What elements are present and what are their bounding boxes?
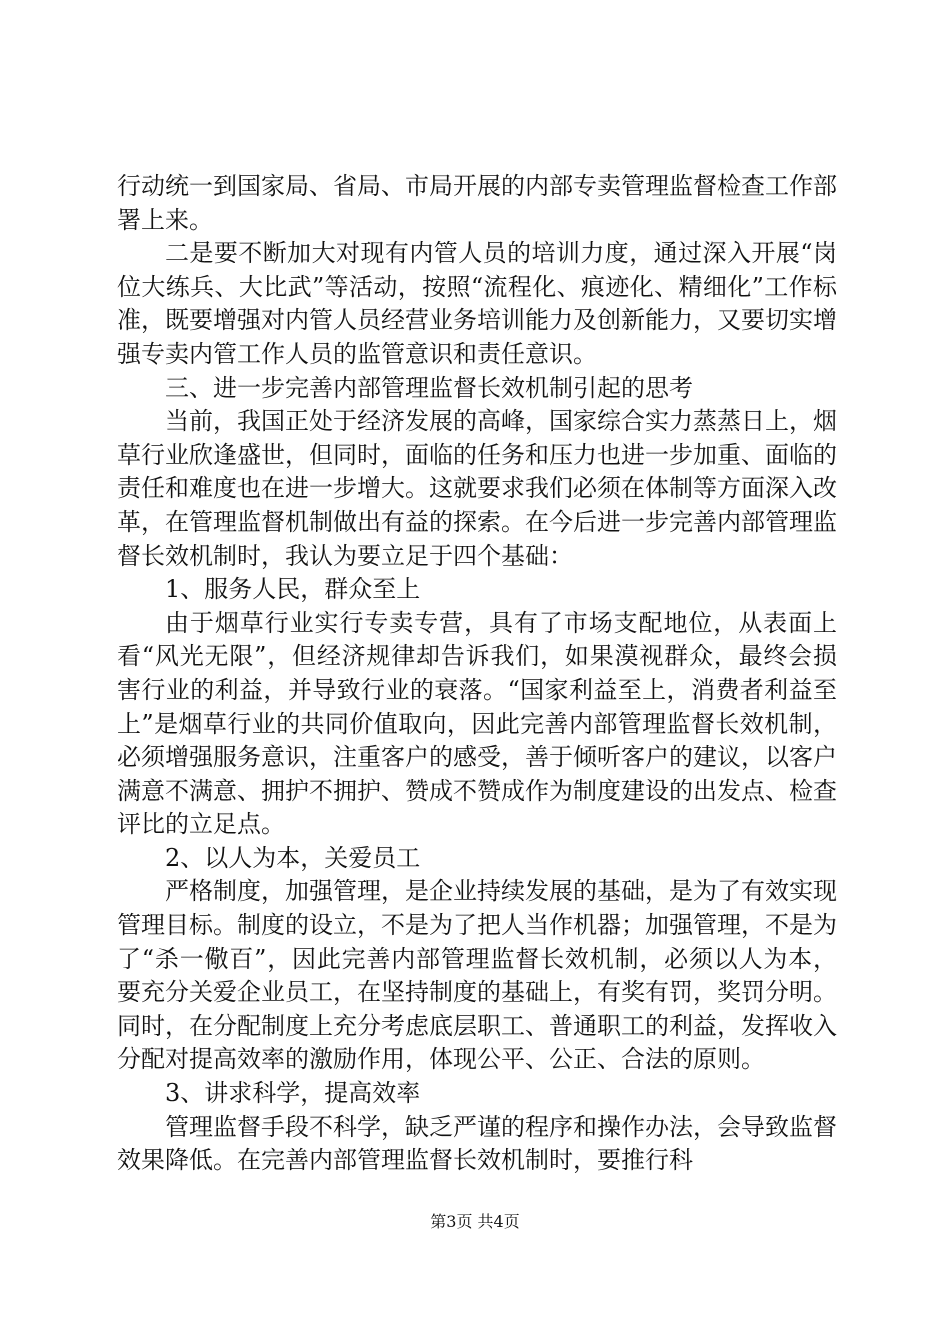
paragraph-continuation: 行动统一到国家局、省局、市局开展的内部专卖管理监督检查工作部署上来。 xyxy=(117,172,837,234)
subheading-three: 3、讲求科学，提高效率 xyxy=(165,1079,421,1108)
paragraph-people-oriented: 严格制度，加强管理，是企业持续发展的基础，是为了有效实现管理目标。制度的设立，不是为了把人当作机器；加强管理，不是为了“杀一儆百”，因此完善内部管理监督长效机制，必须以人为本，要充分关爱企业员工，在坚持制度的基础上，有奖有罚，奖罚分明。同时，在分配制度上充分考虑底层职工、普通职工的利益，发挥收入分配对提高效率的激励作用，体现公平、公正、合法的原则。 xyxy=(117,877,837,1074)
page-number-footer: 第3页 共4页 xyxy=(430,1212,520,1231)
section-heading-three: 三、进一步完善内部管理监督长效机制引起的思考 xyxy=(165,373,693,402)
document-body xyxy=(117,170,837,1178)
paragraph-training: 二是要不断加大对现有内管人员的培训力度，通过深入开展“岗位大练兵、大比武”等活动，按照“流程化、痕迹化、精细化”工作标准，既要增强对内管人员经营业务培训能力及创新能力，又要切实增强专卖内管工作人员的监管意识和责任意识。 xyxy=(117,239,837,368)
subheading-one: 1、服务人民，群众至上 xyxy=(165,575,421,604)
paragraph-serve-people: 由于烟草行业实行专卖专营，具有了市场支配地位，从表面上看“风光无限”，但经济规律却告诉我们，如果漠视群众，最终会损害行业的利益，并导致行业的衰落。“国家利益至上，消费者利益至上”是烟草行业的共同价值取向，因此完善内部管理监督长效机制，必须增强服务意识，注重客户的感受，善于倾听客户的建议，以客户满意不满意、拥护不拥护、赞成不赞成作为制度建设的出发点、检查评比的立足点。 xyxy=(117,608,837,839)
paragraph-science-efficiency: 管理监督手段不科学，缺乏严谨的程序和操作办法，会导致监督效果降低。在完善内部管理监督长效机制时，要推行科 xyxy=(117,1112,837,1175)
paragraph-current-situation: 当前，我国正处于经济发展的高峰，国家综合实力蒸蒸日上，烟草行业欣逢盛世，但同时，面临的任务和压力也进一步加重、面临的责任和难度也在进一步增大。这就要求我们必须在体制等方面深入改革，在管理监督机制做出有益的探索。在今后进一步完善内部管理监督长效机制时，我认为要立足于四个基础： xyxy=(117,407,837,570)
subheading-two: 2、以人为本，关爱员工 xyxy=(165,843,421,872)
